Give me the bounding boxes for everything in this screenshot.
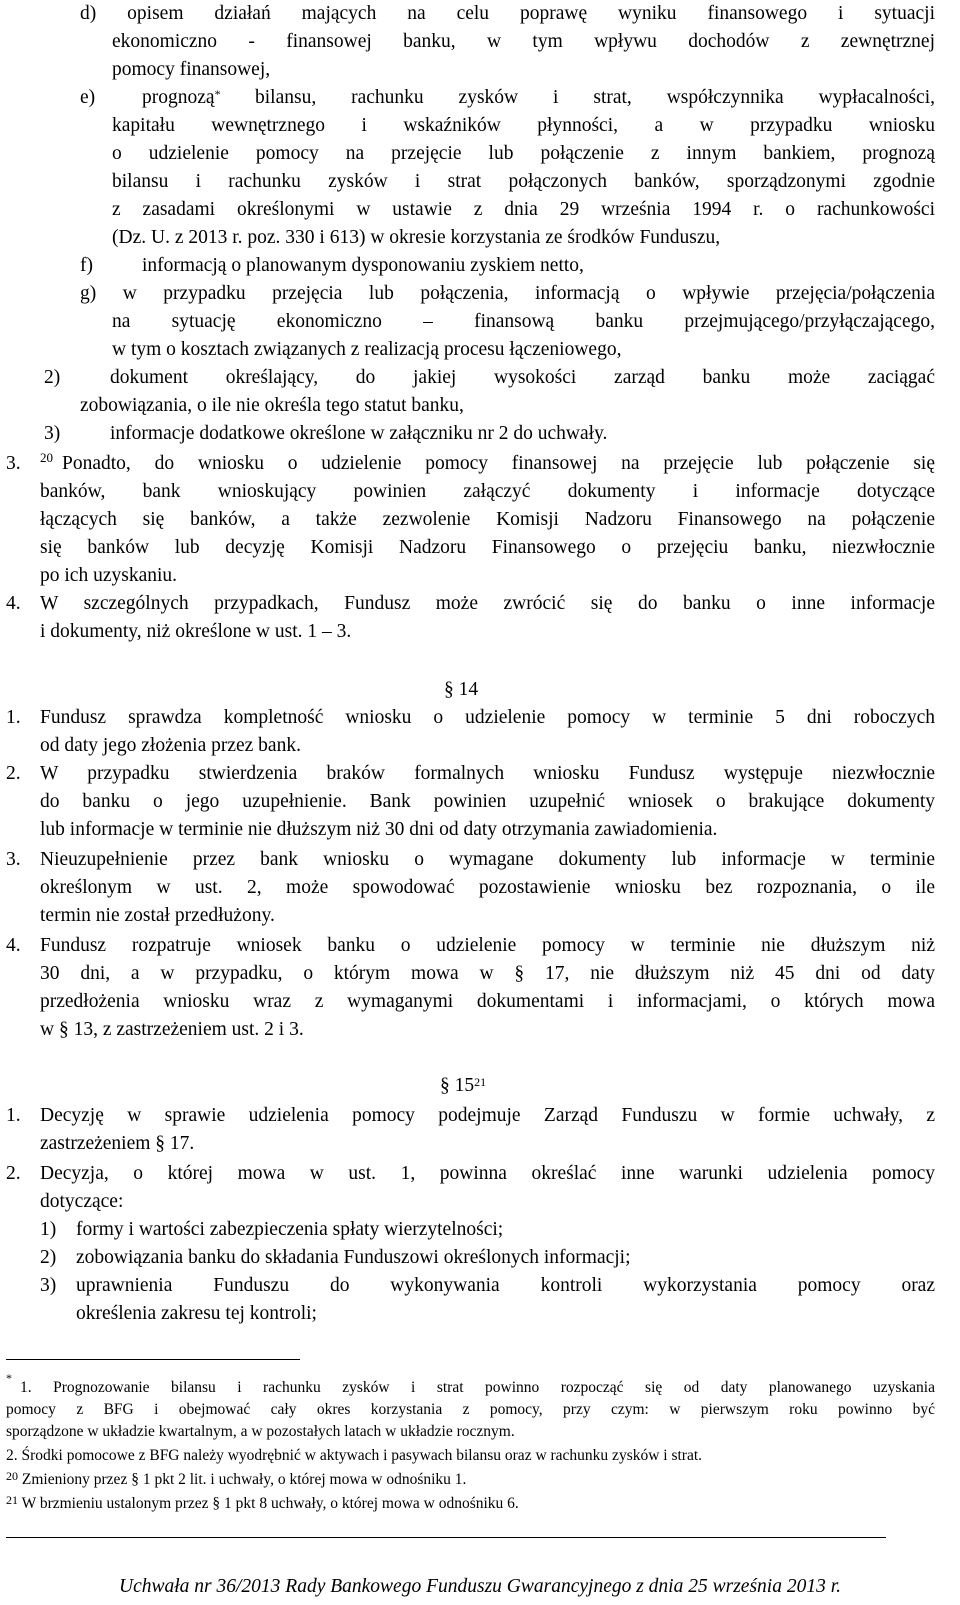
text-line: w § 13, z zastrzeżeniem ust. 2 i 3. [40,1019,304,1040]
text-line: Fundusz rozpatruje wniosek banku o udzielenie pomocy w terminie nie dłuższym niż [40,935,935,956]
text-line: informacje dodatkowe określone w załączniku nr 2 do uchwały. [110,423,608,444]
text-line: pomocy finansowej, [112,59,271,80]
text-line: zobowiązania banku do składania Funduszowi określonych informacji; [76,1247,631,1268]
footnote-ref-number: 20 [40,450,53,465]
text-line: z zasadami określonymi w ustawie z dnia 29 września 1994 r. o rachunkowości [112,199,935,220]
text-fragment [142,84,221,112]
text-line: na sytuację ekonomiczno – finansową banku przejmującego/przyłączającego, [112,311,935,332]
section-heading: § 14 [444,679,479,700]
text-line: termin nie został przedłużony. [40,905,275,926]
list-marker: 3) [44,423,61,444]
text-line: się banków lub decyzję Komisji Nadzoru Finansowego o przejęciu banku, niezwłocznie [40,537,935,558]
list-marker: 1. [6,1105,21,1126]
list-marker: 2) [40,1247,57,1268]
page-footer: Uchwała nr 36/2013 Rady Bankowego Funduszu Gwarancyjnego z dnia 25 września 2013 r. [118,1576,841,1597]
list-marker: 2. [6,1163,21,1184]
text-line: dotyczące: [40,1191,124,1212]
footnote-line: sporządzone w układzie kwartalnym, a w pozostałych latach w układzie rocznym. [6,1423,515,1440]
footnote-line: 1. Prognozowanie bilansu i rachunku zysków i strat powinno rozpocząć się od daty planowanego uzyskania [20,1379,935,1396]
footnote-star: * [6,1371,12,1385]
text-line: zobowiązania, o ile nie określa tego statut banku, [80,395,464,416]
text-line: bilansu, rachunku zysków i strat, współczynnika wypłacalności, [255,87,935,108]
list-marker: 2) [44,367,61,388]
text-line: przedłożenia wniosku wraz z wymaganymi dokumentami i informacjami, o których mowa [40,991,935,1012]
text-line: po ich uzyskaniu. [40,565,178,586]
footnote-line: 2. Środki pomocowe z BFG należy wyodrębnić w aktywach i pasywach bilansu oraz w rachunku zysków i strat. [6,1447,703,1464]
text-line: zastrzeżeniem § 17. [40,1133,195,1154]
text-fragment: prognozą [142,87,215,108]
text-line: i dokumenty, niż określone w ust. 1 – 3. [40,621,352,642]
text-line: (Dz. U. z 2013 r. poz. 330 i 613) w okresie korzystania ze środków Funduszu, [112,227,721,248]
text-line: d) opisem działań mających na celu poprawę wyniku finansowego i sytuacji [80,3,935,24]
text-line: ekonomiczno - finansowej banku, w tym wpływu dochodów z zewnętrznej [112,31,935,52]
text-line: Ponadto, do wniosku o udzielenie pomocy finansowej na przejęcie lub połączenie się [62,453,935,474]
text-line: 30 dni, a w przypadku, o którym mowa w § 17, nie dłuższym niż 45 dni od daty [40,963,935,984]
text-line: łączących się banków, a także zezwolenie Komisji Nadzoru Finansowego na połączenie [40,509,935,530]
list-marker: 3. [6,849,21,870]
list-marker: f) [80,255,93,276]
text-line: Nieuzupełnienie przez bank wniosku o wymagane dokumenty lub informacje w terminie [40,849,935,870]
footnote-separator [6,1359,300,1360]
text-line: uprawnienia Funduszu do wykonywania kontroli wykorzystania pomocy oraz [76,1275,935,1296]
text-line: od daty jego złożenia przez bank. [40,735,301,756]
footnote-ref: * [214,87,221,101]
text-line: dokument określający, do jakiej wysokości zarząd banku może zaciągać [110,367,935,388]
text-line: w tym o kosztach związanych z realizacją procesu łączeniowego, [112,339,622,360]
list-marker: 1. [6,707,21,728]
text-line: Decyzja, o której mowa w ust. 1, powinna określać inne warunki udzielenia pomocy [40,1163,935,1184]
list-marker: 4. [6,935,21,956]
footnote-text: W brzmieniu ustalonym przez § 1 pkt 8 uchwały, o której mowa w odnośniku 6. [21,1495,519,1512]
text-line: do banku o jego uzupełnienie. Bank powinien uzupełnić wniosek o brakujące dokumenty [40,791,935,812]
text-line: W szczególnych przypadkach, Fundusz może zwrócić się do banku o inne informacje [40,593,935,614]
section-heading [440,1072,486,1100]
footnote-number: 20 [6,1469,18,1483]
list-marker: 3) [40,1275,57,1296]
footnote-ref [40,450,53,478]
text-line: określenia zakresu tej kontroli; [76,1303,317,1324]
text-line: informacją o planowanym dysponowaniu zyskiem netto, [142,255,584,276]
text-line: banków, bank wnioskujący powinien załączyć dokumenty i informacje dotyczące [40,481,935,502]
text-line: określonym w ust. 2, może spowodować pozostawienie wniosku bez rozpoznania, o ile [40,877,935,898]
text-line: Fundusz sprawdza kompletność wniosku o udzielenie pomocy w terminie 5 dni roboczych [40,707,935,728]
text-line: g) w przypadku przejęcia lub połączenia, informacją o wpływie przejęcia/połączenia [80,283,935,304]
text-line: kapitału wewnętrznego i wskaźników płynności, a w przypadku wniosku [112,115,935,136]
text-line: lub informacje w terminie nie dłuższym niż 30 dni od daty otrzymania zawiadomienia. [40,819,718,840]
list-marker: 4. [6,593,21,614]
footnote-ref: 21 [474,1075,487,1089]
text-line: Decyzję w sprawie udzielenia pomocy podejmuje Zarząd Funduszu w formie uchwały, z [40,1105,935,1126]
text-line: W przypadku stwierdzenia braków formalnych wniosku Fundusz występuje niezwłocznie [40,763,935,784]
footer-separator [6,1537,886,1538]
section-heading-text: § 15 [440,1075,475,1096]
footnote [6,1470,466,1490]
text-line: bilansu i rachunku zysków i strat połączonych banków, sporządzonymi zgodnie [112,171,935,192]
footnote-mark [6,1372,12,1392]
list-marker: 1) [40,1219,57,1240]
footnote [6,1494,519,1514]
list-marker: 2. [6,763,21,784]
list-marker: 3. [6,453,21,474]
text-line: formy i wartości zabezpieczenia spłaty wierzytelności; [76,1219,504,1240]
footnote-number: 21 [6,1493,18,1507]
list-marker: e) [80,87,96,108]
footnote-line: pomocy z BFG i obejmować cały okres korzystania z pomocy, przy czym: w pierwszym roku powinno być [6,1401,935,1418]
footnote-text: Zmieniony przez § 1 pkt 2 lit. i uchwały, o której mowa w odnośniku 1. [21,1471,467,1488]
text-line: o udzielenie pomocy na przejęcie lub połączenie z innym bankiem, prognozą [112,143,935,164]
